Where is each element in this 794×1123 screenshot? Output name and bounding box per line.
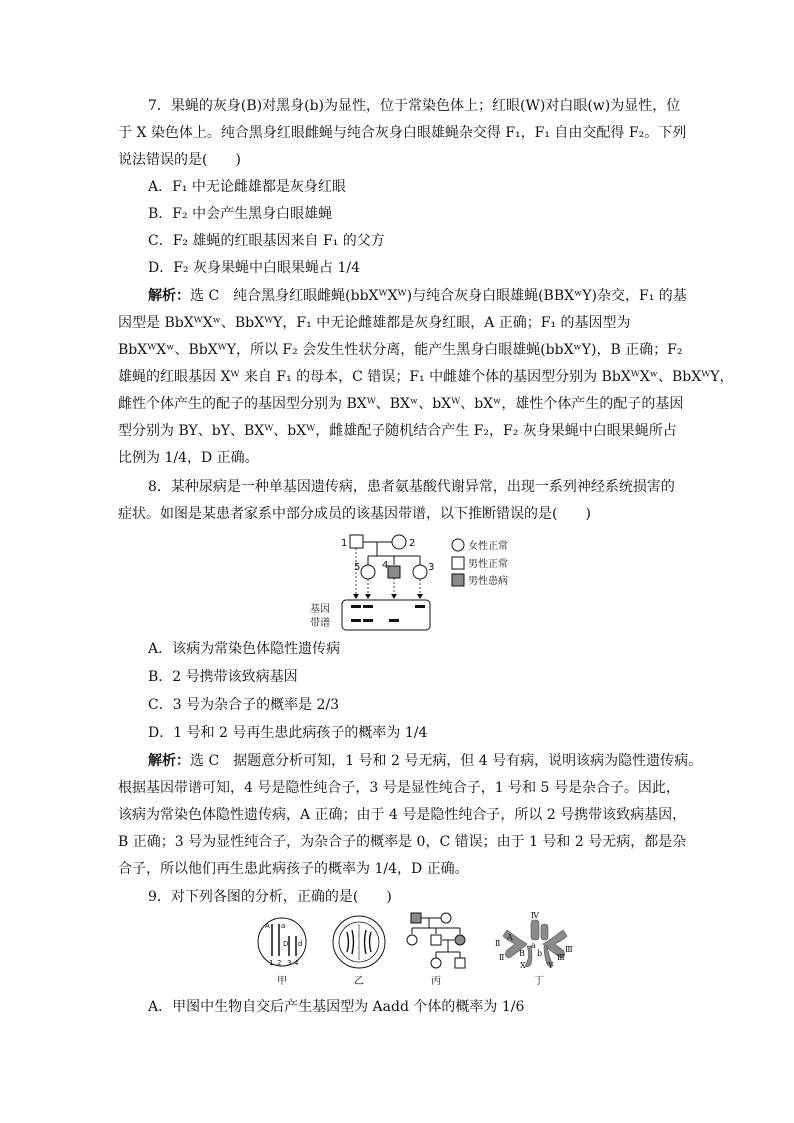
jia-label-a: a xyxy=(281,922,286,930)
jia-label-1: 1 xyxy=(269,959,274,967)
legend-male-affected: 男性患病 xyxy=(468,576,508,587)
q8-stem-line-1: 8．某种尿病是一种单基因遗传病，患者氨基酸代谢异常，出现一系列神经系统损害的 xyxy=(148,479,675,495)
q8-option-c: C．3 号为杂合子的概率是 2/3 xyxy=(148,697,340,713)
label-4: 4 xyxy=(382,560,389,571)
q8-option-d: D．1 号和 2 号再生患此病孩子的概率为 1/4 xyxy=(148,725,428,741)
individual-1-male-normal xyxy=(350,535,363,548)
legend-male-normal: 男性正常 xyxy=(468,559,508,570)
q8-analysis-line-5: 合子，所以他们再生患此病孩子的概率为 1/4，D 正确。 xyxy=(118,861,469,877)
ding-label-III-right: Ⅲ xyxy=(565,945,573,954)
label-2: 2 xyxy=(409,538,416,549)
jia-label-3: 3 xyxy=(287,959,292,967)
ding-label-a: a xyxy=(531,941,536,950)
q7-analysis-line-6: 型分别为 BY、bY、BXᵂ、bXᵂ，雌雄配子随机结合产生 F₂，F₂ 灰身果蝇中白眼果蝇所占 xyxy=(118,423,677,439)
q7-option-a: A．F₁ 中无论雌雄都是灰身红眼 xyxy=(148,179,346,195)
caption-jia: 甲 xyxy=(277,976,287,987)
q8-option-b: B．2 号携带该致病基因 xyxy=(148,669,298,685)
q7-stem-line-3: 说法错误的是( ) xyxy=(118,152,241,168)
q7-analysis-line-4: 雄蝇的红眼基因 Xᵂ 来自 F₁ 的母本，C 错误；F₁ 中雌雄个体的基因型分别为 BbXᵂXʷ、BbXᵂY， xyxy=(118,369,734,385)
band-label-line-2: 带谱 xyxy=(310,618,330,629)
figure-bing xyxy=(407,913,465,987)
q9-figures xyxy=(255,910,575,990)
ding-label-B: B xyxy=(519,949,525,958)
q7-analysis-line-5: 雌性个体产生的配子的基因型分别为 BXᵂ、BXʷ、bXᵂ、bXʷ，雄性个体产生的配子的基因 xyxy=(118,396,684,412)
q8-analysis-line-1: 解析：选 C 据题意分析可知，1 号和 2 号无病，但 4 号有病，说明该病为隐性遗传病。 xyxy=(148,753,703,769)
jia-label-D: D xyxy=(283,940,289,948)
caption-yi: 乙 xyxy=(354,976,364,987)
q8-analysis-line-3: 该病为常染色体隐性遗传病，A 正确；由于 4 号是隐性纯合子，所以 2 号携带该致病基因， xyxy=(118,807,687,823)
label-3: 3 xyxy=(428,562,435,573)
q7-option-c: C．F₂ 雄蝇的红眼基因来自 F₁ 的父方 xyxy=(148,233,385,249)
q7-stem-line-2: 于 X 染色体上。纯合黑身红眼雌蝇与纯合灰身白眼雄蝇杂交得 F₁，F₁ 自由交配得 F₂。下列 xyxy=(118,125,687,141)
jia-label-A: A xyxy=(265,922,270,930)
q7-analysis-line-7: 比例为 1/4，D 正确。 xyxy=(118,450,259,466)
q8-analysis-line-4: B 正确；3 号为显性纯合子，为杂合子的概率是 0，C 错误；由于 1 号和 2 号无病，都是杂 xyxy=(118,834,687,850)
q7-option-b: B．F₂ 中会产生黑身白眼雄蝇 xyxy=(148,206,333,222)
jia-label-2: 2 xyxy=(277,959,282,967)
ding-label-IV: Ⅳ xyxy=(531,911,539,920)
q7-analysis-line-2: 因型是 BbXᵂXʷ、BbXᵂY，F₁ 中无论雌雄都是灰身红眼，A 正确；F₁ 的基因型为 xyxy=(118,315,631,331)
ding-label-II-lower: Ⅱ xyxy=(499,953,505,962)
q7-analysis-line-1: 解析：选 C 纯合黑身红眼雌蝇(bbXᵂXᵂ)与纯合灰身白眼雄蝇(BBXʷY)杂交，F₁ 的基 xyxy=(148,288,687,304)
individual-4-male-affected xyxy=(388,566,400,578)
caption-ding: 丁 xyxy=(534,976,544,987)
label-5: 5 xyxy=(354,562,361,573)
individual-2-female-normal xyxy=(392,535,406,549)
q9-option-a: A．甲图中生物自交后产生基因型为 Aadd 个体的概率为 1/6 xyxy=(148,999,525,1015)
jia-label-d: d xyxy=(298,940,303,948)
q8-pedigree-figure xyxy=(300,530,540,635)
q7-analysis-line-3: BbXᵂXʷ、BbXᵂY，所以 F₂ 会发生性状分离，能产生黑身白眼雄蝇(bbXʷY)，B 正确；F₂ xyxy=(118,342,683,358)
q7-option-d: D．F₂ 灰身果蝇中白眼果蝇占 1/4 xyxy=(148,260,360,276)
label-1: 1 xyxy=(341,538,348,549)
ding-label-Y: Y xyxy=(548,961,554,970)
caption-bing: 丙 xyxy=(431,976,441,987)
figure-yi xyxy=(333,916,385,987)
q8-analysis-line-2: 根据基因带谱可知，4 号是隐性纯合子，3 号是显性纯合子，1 号和 5 号是杂合子。因此， xyxy=(118,780,680,796)
figure-jia xyxy=(258,918,306,987)
q8-option-a: A．该病为常染色体隐性遗传病 xyxy=(148,641,341,657)
ding-label-III-lower: Ⅲ xyxy=(557,953,565,962)
q7-stem-line-1: 7．果蝇的灰身(B)对黑身(b)为显性，位于常染色体上；红眼(W)对白眼(w)为显性，位 xyxy=(148,98,681,114)
ding-label-A: A xyxy=(507,933,513,942)
ding-label-b: b xyxy=(537,949,543,958)
individual-5-female-normal xyxy=(361,565,375,579)
ding-label-II-left: Ⅱ xyxy=(495,939,501,948)
q8-stem-line-2: 症状。如图是某患者家系中部分成员的该基因带谱，以下推断错误的是( ) xyxy=(118,506,591,522)
ding-label-X: X xyxy=(520,961,526,970)
q7-analysis-label: 解析： xyxy=(148,288,190,304)
band-label-line-1: 基因 xyxy=(310,604,330,615)
individual-3-female-normal xyxy=(413,565,427,579)
band-box xyxy=(342,600,430,630)
q9-stem: 9．对下列各图的分析，正确的是( ) xyxy=(148,889,392,905)
figure-ding xyxy=(495,911,573,987)
q8-analysis-label: 解析： xyxy=(148,753,190,769)
legend-female-normal: 女性正常 xyxy=(468,541,508,552)
jia-label-4: 4 xyxy=(294,959,299,967)
